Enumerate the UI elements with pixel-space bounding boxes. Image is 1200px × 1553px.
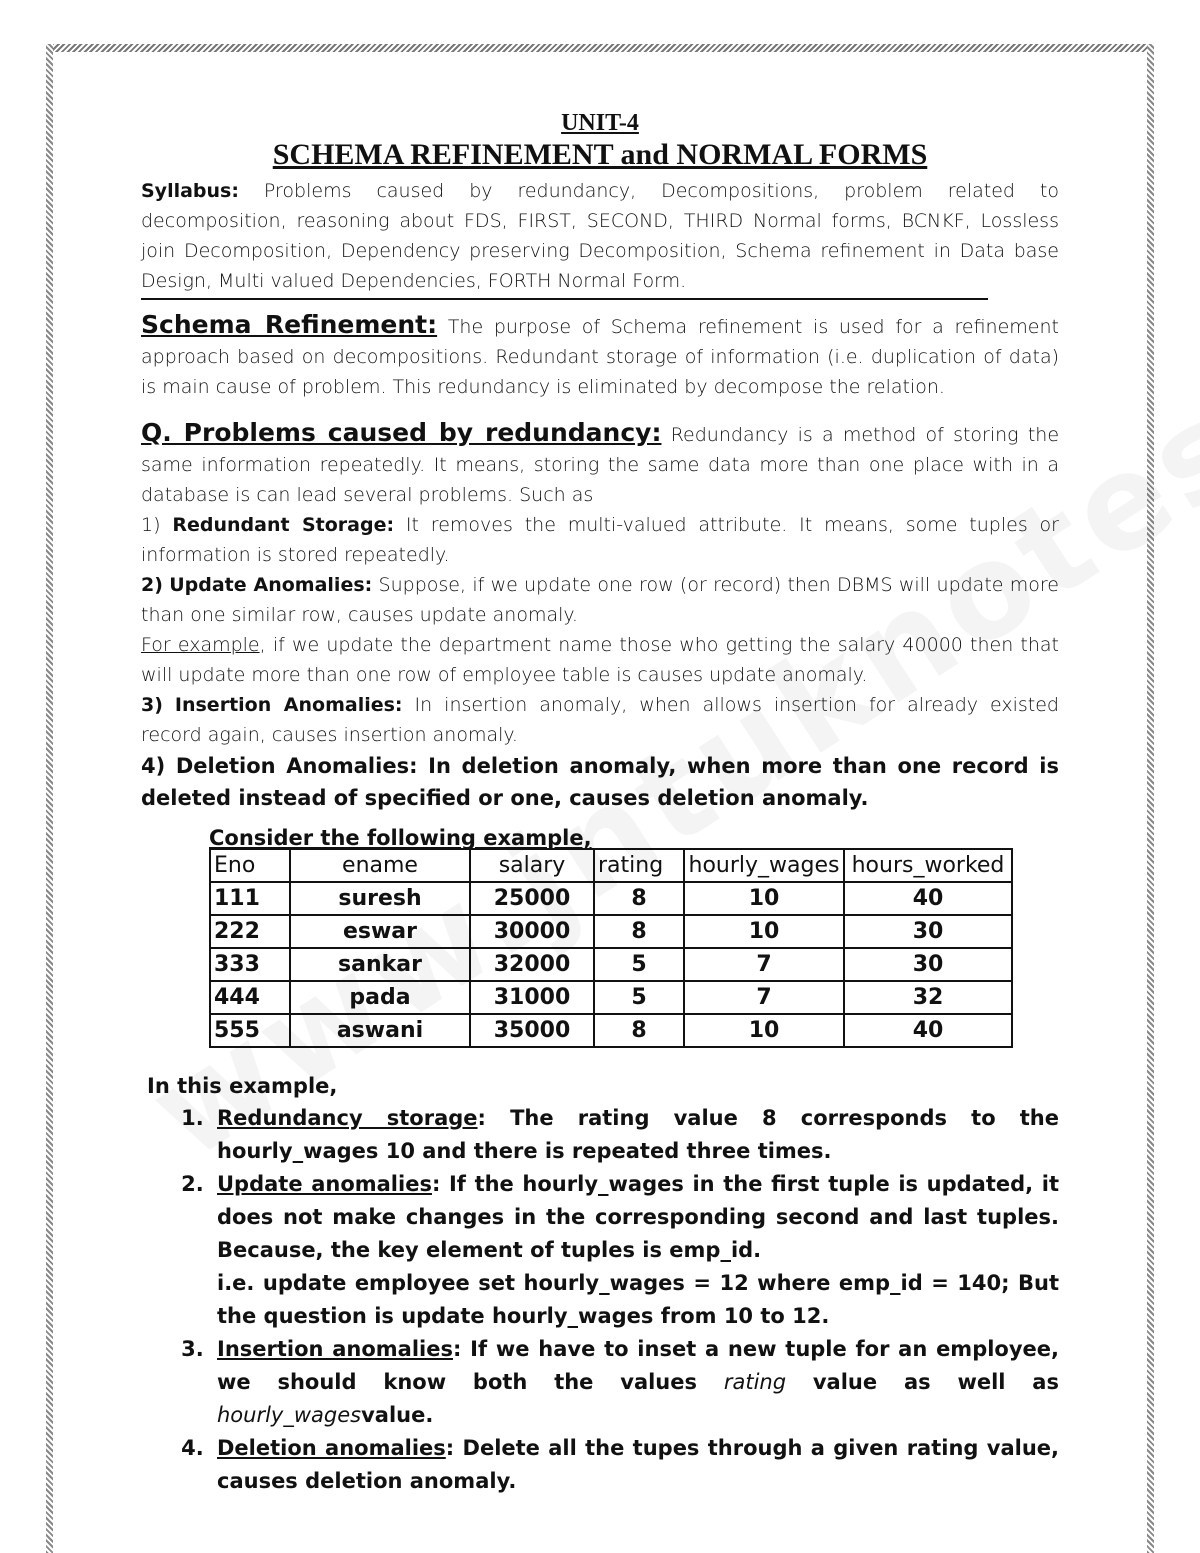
table-caption: Consider the following example, [209, 826, 592, 850]
point-label: Update anomalies [217, 1172, 432, 1196]
point-extra: i.e. update employee set hourly_wages = 12 where emp_id = 140; But the question is update hourly_wages from 10 to 12. [217, 1271, 1059, 1328]
item-text: In insertion anomaly, when allows insertion for already existed record again, causes insertion anomaly. [141, 694, 1059, 746]
table-row [210, 981, 1012, 1014]
point-label: Redundancy storage [217, 1106, 478, 1130]
list-item-redundant-storage [141, 510, 1059, 570]
table-cell: 5 [594, 981, 684, 1014]
list-item-deletion-anomalies [141, 750, 1059, 814]
list-item [211, 1102, 1059, 1168]
column-header: rating [594, 849, 684, 882]
item-text: In deletion anomaly, when more than one record is deleted instead of specified or one, causes deletion anomaly. [141, 754, 1059, 810]
table-cell: 5 [594, 948, 684, 981]
point-text: : If the hourly_wages in the first tuple is updated, it does not make changes in the corresponding second and last tuples. Because, the key element of tuples is emp_id. [217, 1172, 1059, 1262]
example-intro: In this example, [147, 1074, 338, 1098]
item-label: Redundant Storage: [172, 514, 395, 536]
syllabus-paragraph [141, 176, 1059, 296]
document-body [141, 108, 1059, 1498]
table-cell: aswani [290, 1014, 470, 1047]
point-label: Insertion anomalies [217, 1337, 453, 1361]
table-cell: 10 [684, 1014, 844, 1047]
list-item [211, 1432, 1059, 1498]
page-title: SCHEMA REFINEMENT and NORMAL FORMS [272, 138, 928, 171]
schema-refinement-heading: Schema Refinement: [141, 310, 438, 339]
table-cell: 8 [594, 882, 684, 915]
table-cell: 32 [844, 981, 1012, 1014]
table-cell: pada [290, 981, 470, 1014]
column-header: Eno [210, 849, 290, 882]
table-cell: 555 [210, 1014, 290, 1047]
table-cell: 31000 [470, 981, 594, 1014]
schema-refinement-text: The purpose of Schema refinement is used for a refinement approach based on decompositions. Redundant storage of information (i.e. duplication of data) is main cause of problem. This redundancy is eliminated by decompose the relation. [141, 316, 1059, 398]
table-cell: 30 [844, 915, 1012, 948]
item-text: Suppose, if we update one row (or record) then DBMS will update more than one similar row, causes update anomaly. [141, 574, 1059, 626]
item-number: 1) [141, 514, 161, 536]
employee-table [209, 848, 1013, 1048]
item-label: Insertion Anomalies: [174, 694, 403, 716]
point-text: : The rating value 8 corresponds to the hourly_wages 10 and there is repeated three times. [217, 1106, 1060, 1163]
list-item-insertion-anomalies [141, 690, 1059, 750]
item-number: 4) [141, 754, 166, 778]
point-text: value as well as [786, 1370, 1059, 1394]
table-cell: 7 [684, 948, 844, 981]
point-italic-term: hourly_wages [217, 1403, 362, 1427]
item-label: Deletion Anomalies: [175, 754, 418, 778]
point-italic-term: rating [723, 1370, 787, 1394]
table-cell: 8 [594, 915, 684, 948]
point-text: : If we have to inset a new tuple for an employee, we should know both the values [217, 1337, 1060, 1394]
list-item-update-anomalies [141, 570, 1059, 630]
column-header: salary [470, 849, 594, 882]
section-divider [141, 298, 988, 300]
table-cell: eswar [290, 915, 470, 948]
column-header: hourly_wages [684, 849, 844, 882]
table-cell: 10 [684, 915, 844, 948]
syllabus-text: Problems caused by redundancy, Decompositions, problem related to decomposition, reasoning about FDS, FIRST, SECOND, THIRD Normal forms, BCNKF, Lossless join Decomposition, Dependency preserving Decomposition, Schema refinement in Data base Design, Multi valued Dependencies, FORTH Normal Form. [141, 180, 1059, 292]
example-paragraph [141, 630, 1059, 690]
point-label: Deletion anomalies [217, 1436, 446, 1460]
table-row [210, 1014, 1012, 1047]
table-cell: 7 [684, 981, 844, 1014]
table-cell: 10 [684, 882, 844, 915]
example-table-block [209, 828, 1059, 1048]
column-header: ename [290, 849, 470, 882]
table-row [210, 915, 1012, 948]
list-item [211, 1333, 1059, 1432]
table-cell: 40 [844, 1014, 1012, 1047]
table-cell: 30 [844, 948, 1012, 981]
table-cell: 222 [210, 915, 290, 948]
table-row [210, 882, 1012, 915]
list-item [211, 1168, 1059, 1333]
problems-text: Redundancy is a method of storing the same information repeatedly. It means, storing the same data more than one place with in a database is can lead several problems. Such as [141, 424, 1060, 506]
table-cell: 333 [210, 948, 290, 981]
table-cell: 35000 [470, 1014, 594, 1047]
unit-heading: UNIT-4 [561, 110, 639, 136]
problems-heading: Q. Problems caused by redundancy: [141, 418, 662, 447]
table-header-row [210, 849, 1012, 882]
table-cell: 30000 [470, 915, 594, 948]
point-text: : Delete all the tupes through a given rating value, causes deletion anomaly. [217, 1436, 1060, 1493]
table-cell: 444 [210, 981, 290, 1014]
table-cell: sankar [290, 948, 470, 981]
table-cell: 8 [594, 1014, 684, 1047]
item-label: Update Anomalies: [169, 574, 373, 596]
example-text: , if we update the department name those who getting the salary 40000 then that will update more than one row of employee table is causes update anomaly. [141, 634, 1059, 686]
item-number: 3) [141, 694, 163, 716]
page-border-top [46, 44, 1154, 52]
item-number: 2) [141, 574, 163, 596]
column-header: hours_worked [844, 849, 1012, 882]
page-border-right [1147, 44, 1154, 1553]
page-border-left [46, 44, 53, 1553]
example-label: For example [141, 634, 260, 656]
table-row [210, 948, 1012, 981]
table-cell: 111 [210, 882, 290, 915]
syllabus-label: Syllabus: [141, 180, 239, 202]
schema-refinement-paragraph [141, 310, 1059, 402]
table-cell: 32000 [470, 948, 594, 981]
table-cell: 40 [844, 882, 1012, 915]
table-cell: suresh [290, 882, 470, 915]
item-text: It removes the multi-valued attribute. It means, some tuples or information is stored repeatedly. [141, 514, 1059, 566]
anomaly-explanation-list [141, 1102, 1059, 1498]
point-text: value. [361, 1403, 434, 1427]
problems-paragraph [141, 418, 1059, 510]
table-cell: 25000 [470, 882, 594, 915]
